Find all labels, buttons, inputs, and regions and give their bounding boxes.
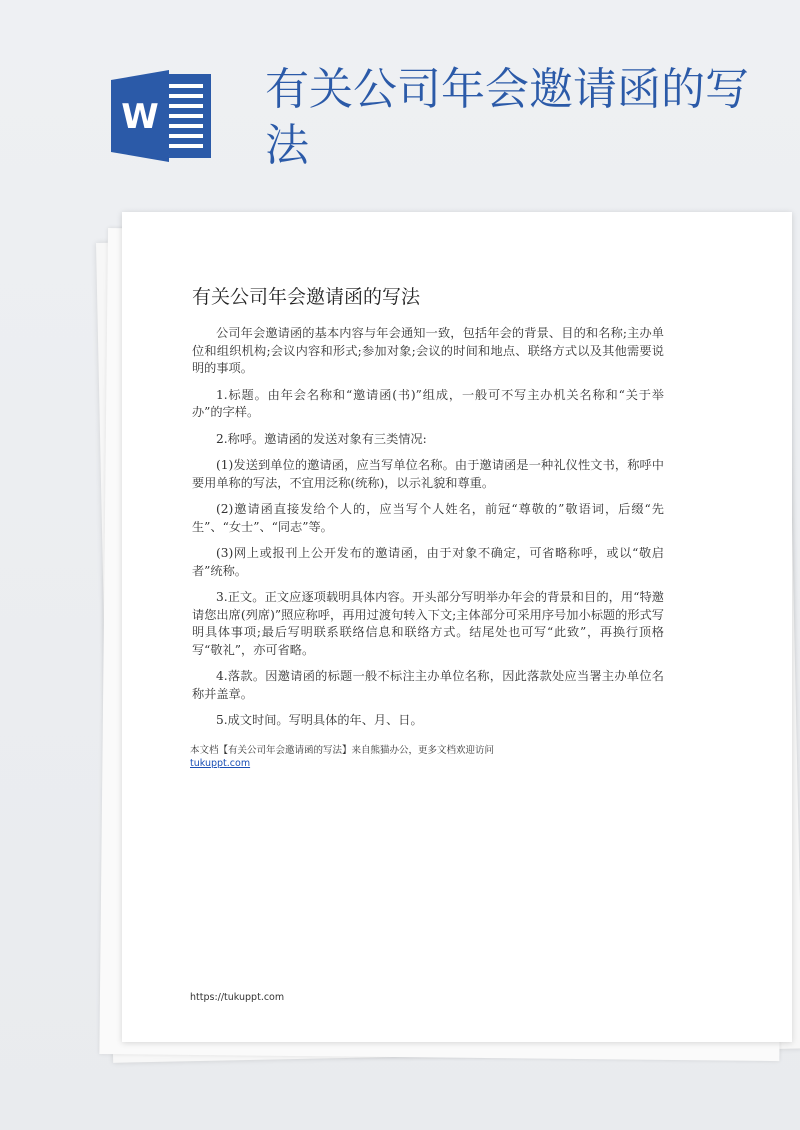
banner-title: 有关公司年会邀请函的写法: [265, 64, 749, 171]
source-note-text: 本文档【有关公司年会邀请函的写法】来自熊猫办公，更多文档欢迎访问: [190, 745, 495, 756]
paragraph-salutation-2: (2)邀请函直接发给个人的，应当写个人姓名，前冠“尊敬的”敬语词，后缀“先生”、“女士”、“同志”等。: [192, 502, 664, 534]
paragraph-signature-rule: 4.落款。因邀请函的标题一般不标注主办单位名称，因此落款处应当署主办单位名称并盖章。: [192, 669, 664, 701]
word-document-icon: [111, 70, 213, 162]
document-body: [192, 325, 664, 739]
paragraph-salutation-3: (3)网上或报刊上公开发布的邀请函，由于对象不确定，可省略称呼，或以“敬启者”统称。: [192, 546, 664, 578]
source-link[interactable]: tukuppt.com: [190, 758, 251, 769]
paragraph-intro: 公司年会邀请函的基本内容与年会通知一致，包括年会的背景、目的和名称;主办单位和组织机构;会议内容和形式;参加对象;会议的时间和地点、联络方式以及其他需要说明的事项。: [192, 326, 664, 375]
document-title: 有关公司年会邀请函的写法: [192, 286, 421, 308]
paragraph-salutation-1: (1)发送到单位的邀请函，应当写单位名称。由于邀请函是一种礼仪性文书，称呼中要用单称的写法，不宜用泛称(统称)，以示礼貌和尊重。: [192, 458, 664, 490]
paragraph-title-rule: 1.标题。由年会名称和“邀请函(书)”组成，一般可不写主办机关名称和“关于举办”的字样。: [192, 387, 664, 419]
page-footer-url: https://tukuppt.com: [190, 992, 285, 1003]
source-note: [190, 744, 494, 770]
document-page: [122, 212, 792, 1042]
paragraph-salutation: 2.称呼。邀请函的发送对象有三类情况:: [216, 431, 427, 446]
paragraph-body-rule: 3.正文。正文应逐项载明具体内容。开头部分写明举办年会的背景和目的，用“特邀请您出席(列席)”照应称呼，再用过渡句转入下文;主体部分可采用序号加小标题的形式写明具体事项;最后写明联系联络信息和联络方式。结尾处也可写“此致”，再换行顶格写“敬礼”，亦可省略。: [192, 590, 664, 657]
paragraph-date-rule: 5.成文时间。写明具体的年、月、日。: [216, 713, 423, 727]
svg-text:W: W: [121, 97, 159, 137]
